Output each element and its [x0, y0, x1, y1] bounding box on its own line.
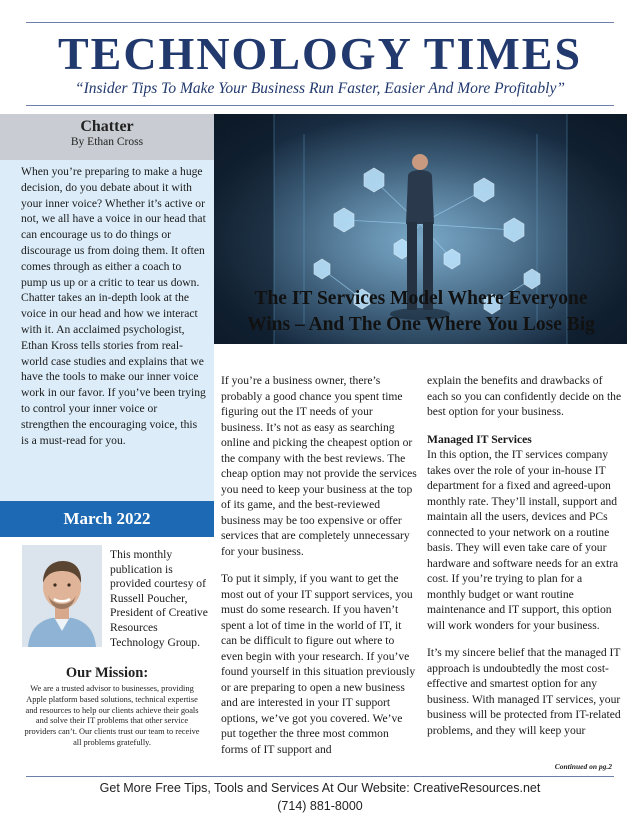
article-column-1 [221, 373, 417, 769]
chatter-byline: By Ethan Cross [70, 136, 144, 148]
article-paragraph: To put it simply, if you want to get the most out of your IT support services, you must do some research. If you haven’t spent a lot of time in the world of IT, it can be difficult to figure out where to even begin with your research. If you’ve found yourself in this situation previously or are preparing to open a new business and are interested in your IT support options, we’ve got you covered. We’ve put together the three most common forms of IT support and [221, 572, 416, 756]
chatter-header [0, 114, 214, 160]
publication-courtesy: This monthly publication is provided courtesy of Russell Poucher, President of Creative Resources Technology Group. [110, 548, 208, 649]
masthead-top-rule [26, 22, 614, 23]
mission-title: Our Mission: [65, 665, 149, 681]
newsletter-tagline: “Insider Tips To Make Your Business Run Faster, Easier And More Profitably” [74, 80, 565, 97]
article-paragraph: In this option, the IT services company takes over the role of your in-house IT department for a fixed and agreed-upon monthly rate. They’ll install, support and maintain all the users, devices and PCs connected to your network on a routine basis. They will even take care of your hardware and software needs for an extra cost. If you’re trying to plan for a monthly budget or want routine maintenance and IT support, this option will work wonders for your business. [427, 448, 619, 632]
continued-note: Continued on pg.2 [554, 762, 612, 771]
footer-rule [26, 776, 614, 777]
issue-date: March 2022 [0, 501, 214, 537]
portrait-photo [22, 545, 102, 647]
article-headline: The IT Services Model Where Everyone Wins – And The One Where You Lose Big [247, 288, 595, 335]
newsletter-title: TECHNOLOGY TIMES [57, 28, 583, 79]
footer-website-promo: Get More Free Tips, Tools and Services At Our Website: CreativeResources.net [99, 781, 541, 795]
chatter-title: Chatter [80, 118, 134, 135]
article-paragraph: It’s my sincere belief that the managed IT approach is undoubtedly the most cost-effective and smartest option for any business. With managed IT services, your business will be protected from IT-related problems, and they will keep your [427, 646, 621, 737]
footer-phone: (714) 881-8000 [277, 799, 363, 813]
president-portrait [22, 545, 102, 647]
article-subhead-managed-it: Managed IT Services [427, 432, 532, 446]
article-column-2 [427, 373, 623, 750]
chatter-review-text: When you’re preparing to make a huge decision, do you debate about it with your inner voice? Whether it’s active or not, we all have a voice in our head that can encourage us to do things or discourage us from doing them. It often comes through as either a coach to pump us up or a critic to tear us down. Chatter takes an in-depth look at the voice in our head and how we interact with it. An acclaimed psychologist, Ethan Kross tells stories from real-world case studies and explains that we have the tools to make our inner voice work in our favor. If you’ve been trying to control your inner voice or strengthen the encouraging voice, this is a must-read for you. [21, 165, 206, 447]
mission-statement: We are a trusted advisor to businesses, providing Apple platform based solutions, technical expertise and resources to help our clients achieve their goals and solve their IT problems that other service providers can’t. Our clients trust our team to receive all problems gratefully. [24, 684, 200, 747]
masthead-bottom-rule [26, 105, 614, 106]
article-paragraph: If you’re a business owner, there’s probably a good chance you spent time figuring out the IT needs of your business. It’s not as easy as searching online and picking the cheapest option or the company with the best reviews. The cheap option may not provide the services you need to keep your business at the top of its game, and the best-reviewed business may be too expensive or offer services that are completely unnecessary for your business. [221, 374, 417, 558]
article-paragraph: explain the benefits and drawbacks of each so you can confidently decide on the best option for your business. [427, 374, 622, 418]
